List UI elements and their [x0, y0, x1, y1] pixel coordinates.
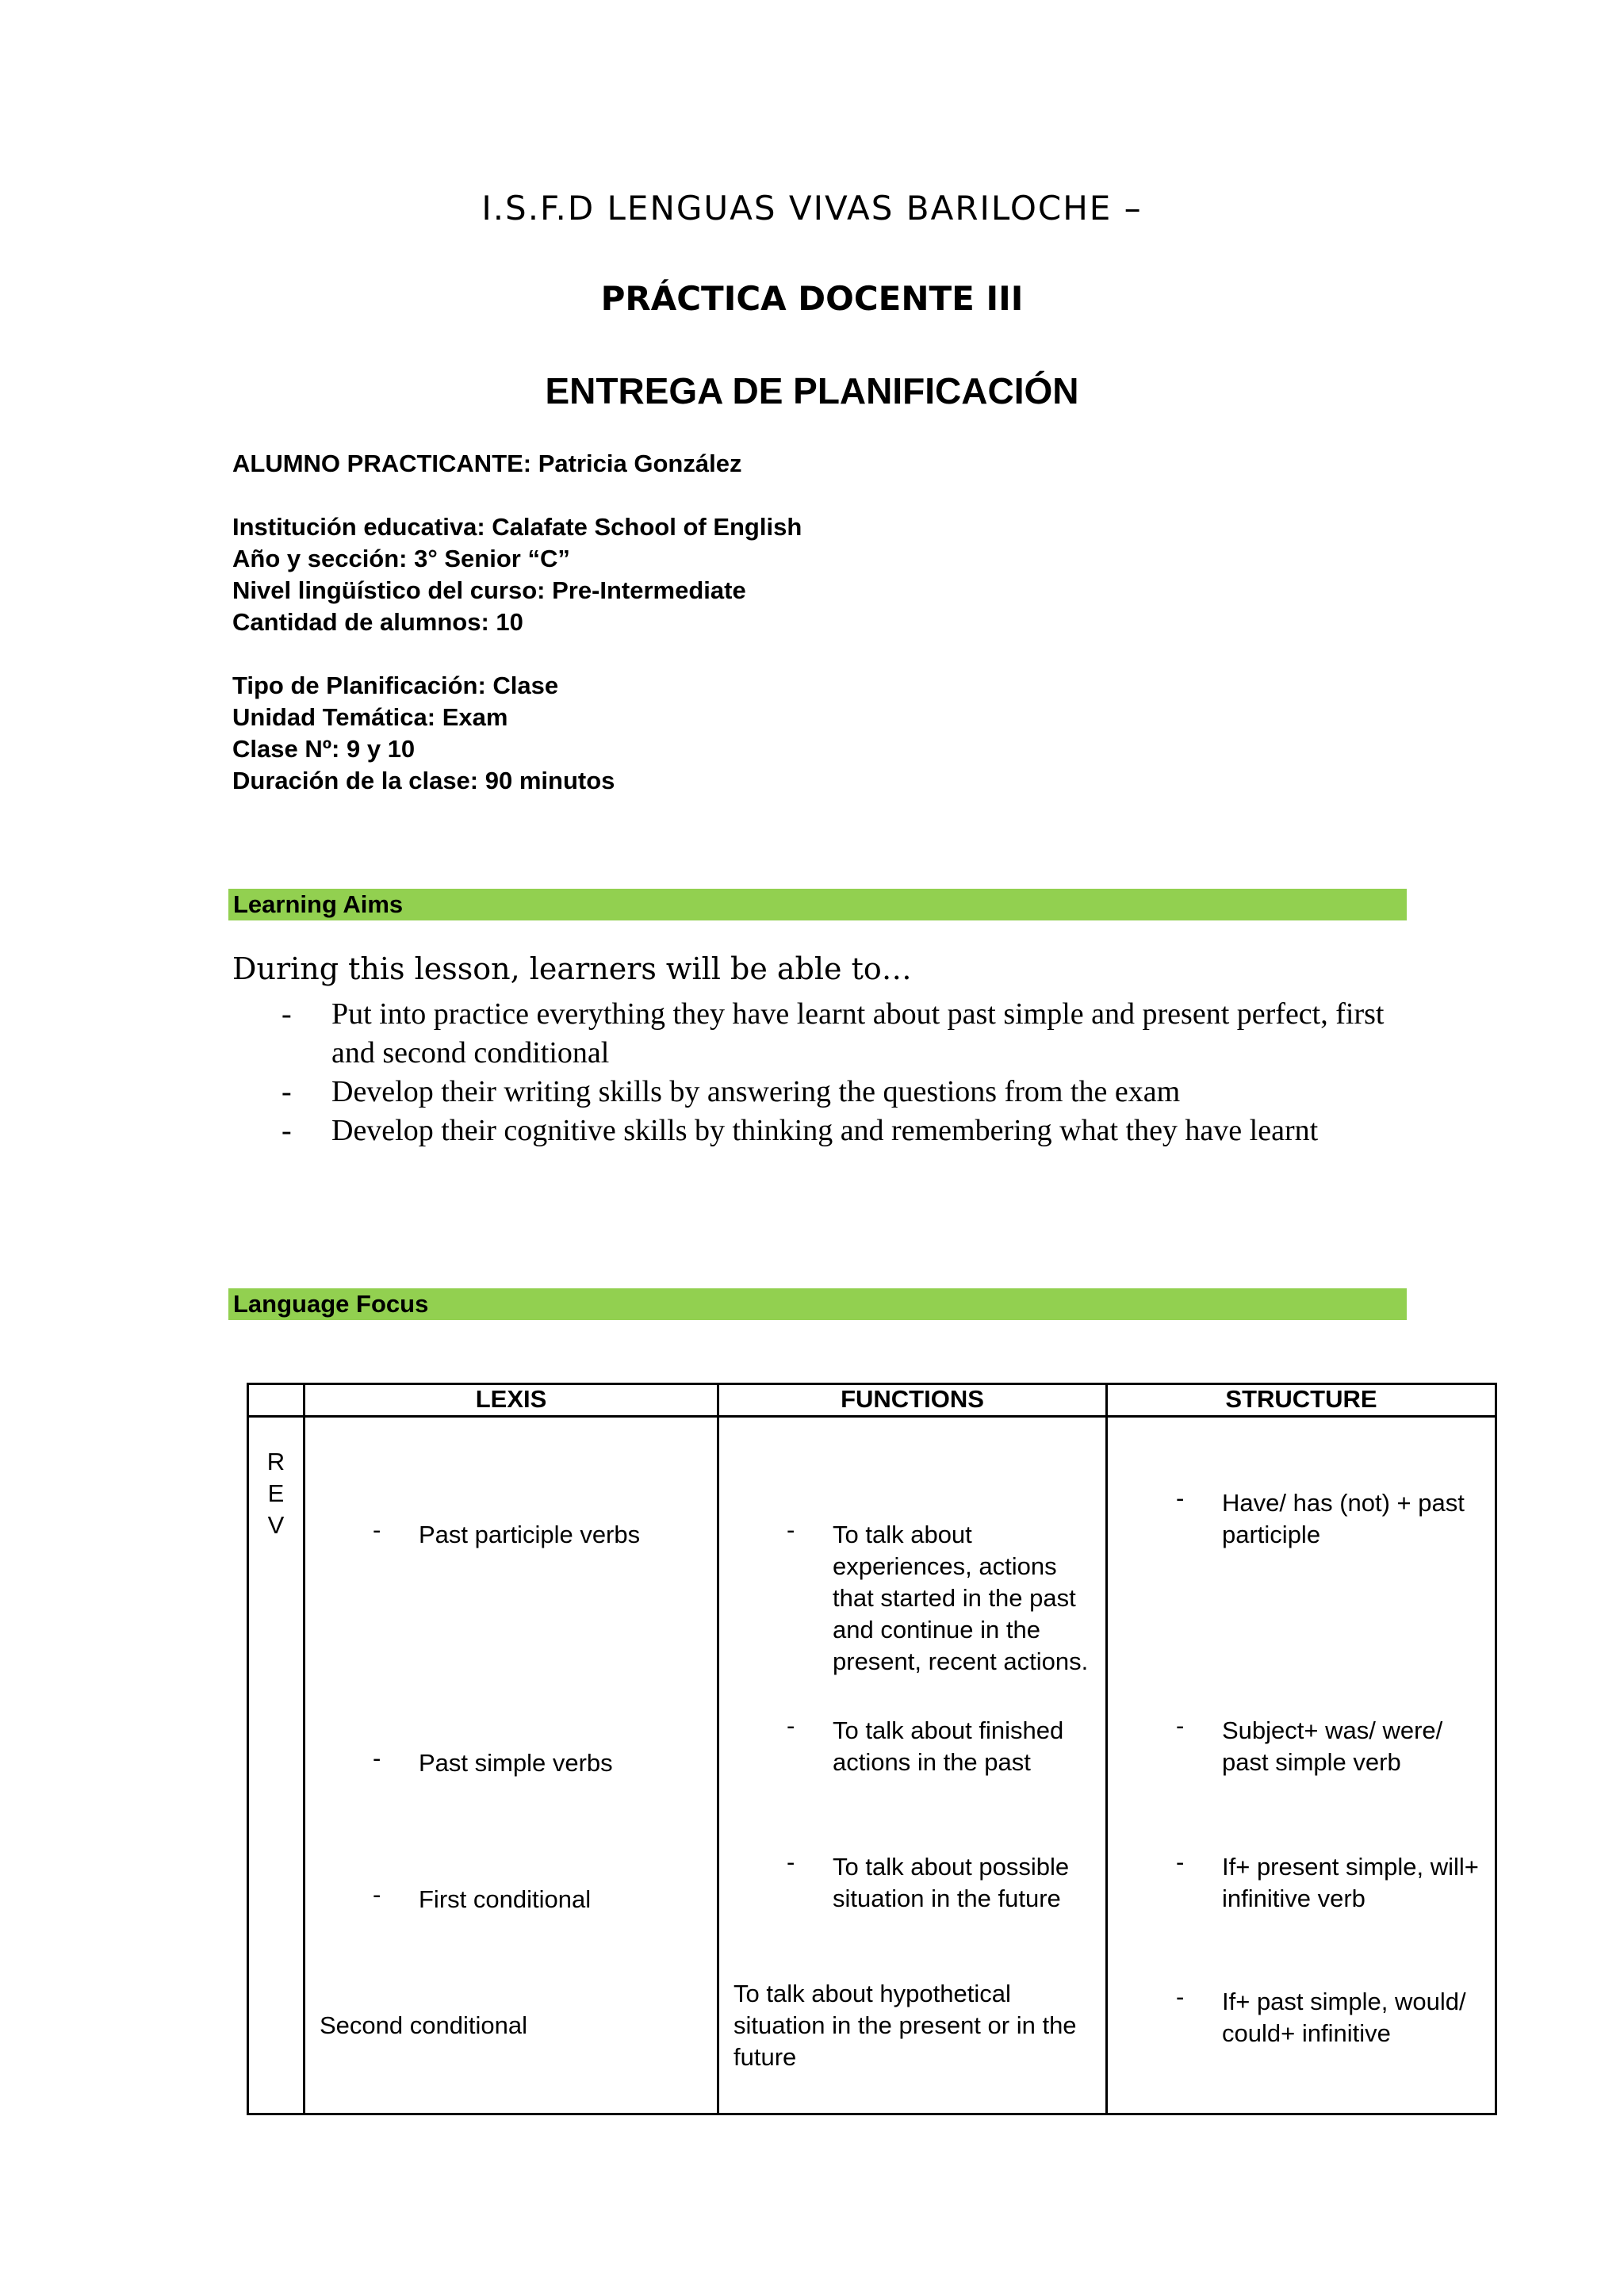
- info-duration: Duración de la clase: 90 minutos: [232, 767, 615, 794]
- learning-aims-intro: During this lesson, learners will be able to…: [232, 951, 912, 986]
- column-header-lexis: LEXIS: [475, 1385, 547, 1413]
- lexis-item: - First conditional: [419, 1884, 704, 1915]
- learning-aims-bar: [228, 889, 1407, 920]
- info-block-1: [232, 511, 802, 638]
- structure-item: - Have/ has (not) + past participle: [1222, 1487, 1488, 1551]
- info-institution: Institución educativa: Calafate School of English: [232, 513, 802, 541]
- row-label-letter: E: [267, 1479, 285, 1507]
- info-block-2: [232, 670, 615, 797]
- column-header-structure: STRUCTURE: [1225, 1385, 1377, 1413]
- list-item: - Develop their writing skills by answering the questions from the exam: [282, 1073, 1392, 1112]
- info-plan-type: Tipo de Planificación: Clase: [232, 672, 559, 699]
- info-class-number: Clase Nº: 9 y 10: [232, 735, 416, 763]
- info-unit: Unidad Temática: Exam: [232, 703, 508, 731]
- info-level: Nivel lingüístico del curso: Pre-Intermediate: [232, 576, 746, 604]
- row-label-letter: R: [266, 1448, 285, 1475]
- list-item: - Develop their cognitive skills by thinking and remembering what they have learnt: [282, 1112, 1392, 1150]
- structure-item: - If+ past simple, would/ could+ infinitive: [1222, 1986, 1488, 2049]
- list-item: - Put into practice everything they have learnt about past simple and present perfect, first and second conditional: [282, 995, 1392, 1073]
- info-year-section: Año y sección: 3° Senior “C”: [232, 545, 570, 572]
- row-label-letter: V: [267, 1511, 285, 1539]
- functions-item: - To talk about finished actions in the past: [833, 1715, 1094, 1778]
- language-focus-heading: Language Focus: [233, 1290, 429, 1318]
- language-focus-bar: [228, 1288, 1407, 1320]
- column-header-functions: FUNCTIONS: [841, 1385, 984, 1413]
- learning-aims-heading: Learning Aims: [233, 890, 404, 918]
- course-title: PRÁCTICA DOCENTE III: [600, 279, 1024, 318]
- student-name: ALUMNO PRACTICANTE: Patricia González: [232, 450, 742, 477]
- info-student-count: Cantidad de alumnos: 10: [232, 608, 523, 636]
- functions-item: - To talk about experiences, actions that started in the past and continue in the present, recent actions.: [833, 1519, 1094, 1678]
- document-heading: ENTREGA DE PLANIFICACIÓN: [545, 370, 1079, 411]
- structure-item: - Subject+ was/ were/ past simple verb: [1222, 1715, 1488, 1778]
- row-label: [249, 1446, 303, 1541]
- lexis-item: - Past simple verbs: [419, 1747, 704, 1779]
- institution-title: I.S.F.D LENGUAS VIVAS BARILOCHE –: [481, 189, 1143, 228]
- lexis-item: - Past participle verbs: [419, 1519, 704, 1551]
- functions-item: - To talk about possible situation in the future: [833, 1851, 1094, 1915]
- learning-aims-list: [282, 995, 1392, 1150]
- structure-item: - If+ present simple, will+ infinitive verb: [1222, 1851, 1488, 1915]
- lexis-item: Second conditional: [320, 2011, 527, 2039]
- functions-item: To talk about hypothetical situation in the present or in the future: [733, 1980, 1077, 2071]
